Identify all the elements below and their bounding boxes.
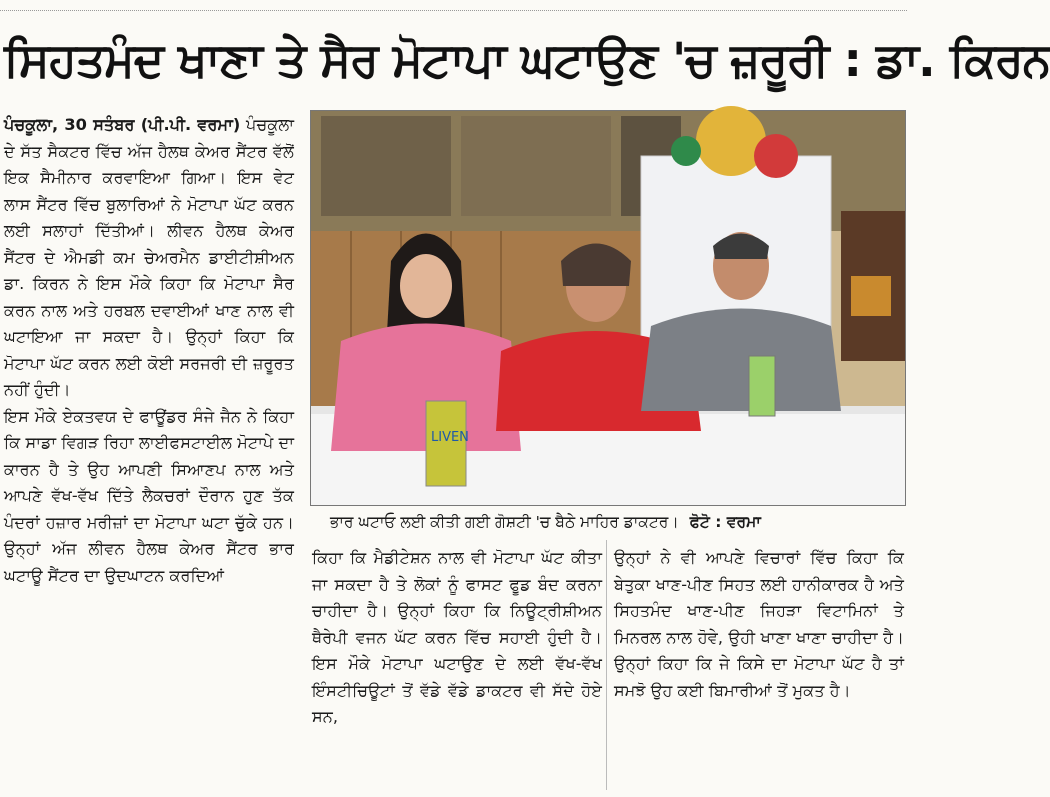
article-paragraph-4: ਉਨ੍ਹਾਂ ਨੇ ਵੀ ਆਪਣੇ ਵਿਚਾਰਾਂ ਵਿੱਚ ਕਿਹਾ ਕਿ ਬੇਤੁਕਾ ਖਾਣ-ਪੀਣ ਸਿਹਤ ਲਈ ਹਾਨੀਕਾਰਕ ਹੈ ਅਤੇ ਸਿਹਤਮੰਦ ਖਾਣ-ਪੀਣ ਜਿਹੜਾ ਵਿਟਾਮਿਨਾਂ ਤੇ ਮਿਨਰਲ ਨਾਲ ਹੋਵੇ, ਉਹੀ ਖਾਣਾ ਖਾਣਾ ਚਾਹੀਦਾ ਹੈ। ਉਨ੍ਹਾਂ ਕਿਹਾ ਕਿ ਜੇ ਕਿਸੇ ਦਾ ਮੋਟਾਪਾ ਘੱਟ ਹੈ ਤਾਂ ਸਮਝੋ ਉਹ ਕਈ ਬਿਮਾਰੀਆਂ ਤੋਂ ਮੁਕਤ ਹੈ।	[614, 548, 904, 700]
table-sign-text: LIVEN	[431, 430, 469, 445]
photo-illustration	[311, 111, 905, 505]
photo-caption-text: ਭਾਰ ਘਟਾਓ ਲਈ ਕੀਤੀ ਗਈ ਗੋਸ਼ਟੀ 'ਚ ਬੈਠੇ ਮਾਹਿਰ ਡਾਕਟਰ।	[330, 513, 679, 531]
column-divider	[606, 540, 607, 790]
article-right-column	[614, 545, 904, 795]
article-paragraph-3: ਕਿਹਾ ਕਿ ਮੈਡੀਟੇਸ਼ਨ ਨਾਲ ਵੀ ਮੋਟਾਪਾ ਘੱਟ ਕੀਤਾ ਜਾ ਸਕਦਾ ਹੈ ਤੇ ਲੋਕਾਂ ਨੂੰ ਫਾਸਟ ਫੂਡ ਬੰਦ ਕਰਨਾ ਚਾਹੀਦਾ ਹੈ। ਉਨ੍ਹਾਂ ਕਿਹਾ ਕਿ ਨਿਊਟ੍ਰੀਸ਼ੀਅਨ ਥੈਰੇਪੀ ਵਜਨ ਘੱਟ ਕਰਨ ਵਿੱਚ ਸਹਾਈ ਹੁੰਦੀ ਹੈ। ਇਸ ਮੌਕੇ ਮੋਟਾਪਾ ਘਟਾਉਣ ਦੇ ਲਈ ਵੱਖ-ਵੱਖ ਇੰਸਟੀਚਿਊਟਾਂ ਤੋਂ ਵੱਡੇ ਵੱਡੇ ਡਾਕਟਰ ਵੀ ਸੱਦੇ ਹੋਏ ਸਨ,	[312, 548, 602, 726]
article-text-1: ਪੰਚਕੂਲਾ ਦੇ ਸੱਤ ਸੈਕਟਰ ਵਿੱਚ ਅੱਜ ਹੈਲਥ ਕੇਅਰ ਸੈਂਟਰ ਵੱਲੋਂ ਇਕ ਸੈਮੀਨਾਰ ਕਰਵਾਇਆ ਗਿਆ। ਇਸ ਵੇਟ ਲਾਸ ਸੈਂਟਰ ਵਿੱਚ ਬੁਲਾਰਿਆਂ ਨੇ ਮੋਟਾਪਾ ਘੱਟ ਕਰਨ ਲਈ ਸਲਾਹਾਂ ਦਿੱਤੀਆਂ। ਲੀਵਨ ਹੈਲਥ ਕੇਅਰ ਸੈਂਟਰ ਦੇ ਐਮਡੀ ਕਮ ਚੇਅਰਮੈਨ ਡਾਈਟੀਸ਼ੀਅਨ ਡਾ. ਕਿਰਨ ਨੇ ਇਸ ਮੌਕੇ ਕਿਹਾ ਕਿ ਮੋਟਾਪਾ ਸੈਰ ਕਰਨ ਨਾਲ ਅਤੇ ਹਰਬਲ ਦਵਾਈਆਂ ਖਾਣ ਨਾਲ ਵੀ ਘਟਾਇਆ ਜਾ ਸਕਦਾ ਹੈ। ਉਨ੍ਹਾਂ ਕਿਹਾ ਕਿ ਮੋਟਾਪਾ ਘੱਟ ਕਰਨ ਲਈ ਕੋਈ ਸਰਜਰੀ ਦੀ ਜ਼ਰੂਰਤ ਨਹੀਂ ਹੁੰਦੀ।	[4, 115, 294, 399]
top-strip	[0, 0, 907, 11]
article-paragraph-1	[4, 112, 294, 404]
article-middle-column	[312, 545, 602, 795]
headline: ਸਿਹਤਮੰਦ ਖਾਣਾ ਤੇ ਸੈਰ ਮੋਟਾਪਾ ਘਟਾਉਣ 'ਚ ਜ਼ਰੂਰੀ : ਡਾ. ਕਿਰਨ	[4, 33, 1050, 88]
photo-credit: ਫੋਟੋ : ਵਰਮਾ	[689, 513, 761, 531]
photo-caption	[330, 508, 900, 536]
article-paragraph-2: ਇਸ ਮੌਕੇ ਏਕਤਵਯ ਦੇ ਫਾਊਂਡਰ ਸੰਜੇ ਜੈਨ ਨੇ ਕਿਹਾ ਕਿ ਸਾਡਾ ਵਿਗੜ ਰਿਹਾ ਲਾਈਫਸਟਾਈਲ ਮੋਟਾਪੇ ਦਾ ਕਾਰਨ ਹੈ ਤੇ ਉਹ ਆਪਣੀ ਸਿਆਣਪ ਨਾਲ ਅਤੇ ਆਪਣੇ ਵੱਖ-ਵੱਖ ਦਿੱਤੇ ਲੈਕਚਰਾਂ ਦੌਰਾਨ ਹੁਣ ਤੱਕ ਪੰਦਰਾਂ ਹਜ਼ਾਰ ਮਰੀਜ਼ਾਂ ਦਾ ਮੋਟਾਪਾ ਘਟਾ ਚੁੱਕੇ ਹਨ। ਉਨ੍ਹਾਂ ਅੱਜ ਲੀਵਨ ਹੈਲਥ ਕੇਅਰ ਸੈਂਟਰ ਭਾਰ ਘਟਾਊ ਸੈਂਟਰ ਦਾ ਉਦਘਾਟਨ ਕਰਦਿਆਂ	[4, 406, 294, 585]
news-photo	[310, 110, 906, 506]
dateline: ਪੰਚਕੂਲਾ, 30 ਸਤੰਬਰ (ਪੀ.ਪੀ. ਵਰਮਾ)	[4, 115, 241, 134]
article-left-column	[4, 112, 294, 794]
